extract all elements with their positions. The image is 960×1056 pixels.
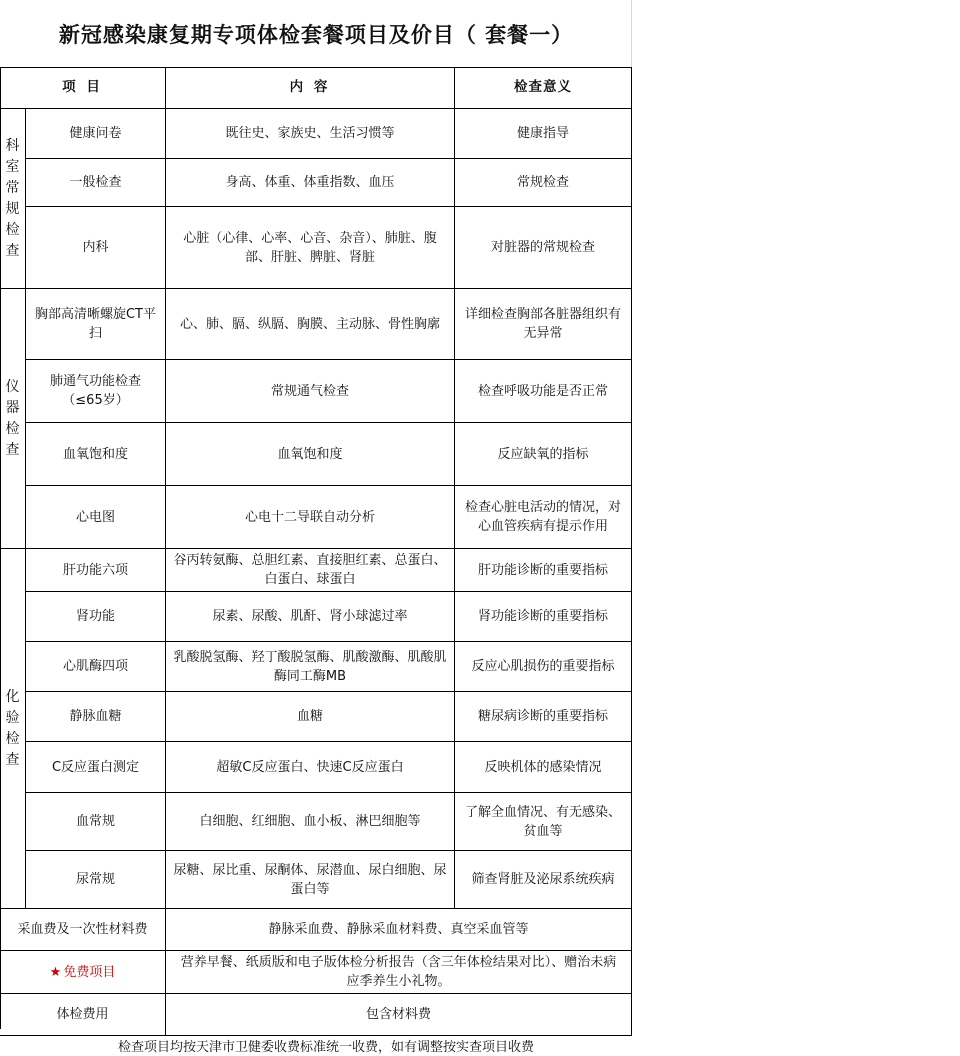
row-item: 胸部高清晰螺旋CT平扫 <box>26 289 166 360</box>
row-item: C反应蛋白测定 <box>26 742 166 793</box>
group-char: 查 <box>5 242 20 259</box>
row-content: 血糖 <box>166 692 455 742</box>
row-meaning: 了解全血情况、有无感染、贫血等 <box>455 793 632 851</box>
row-meaning: 检查心脏电活动的情况，对心血管疾病有提示作用 <box>455 486 632 549</box>
row-content: 白细胞、红细胞、血小板、淋巴细胞等 <box>166 793 455 851</box>
row-item: 血常规 <box>26 793 166 851</box>
footer-note: 检查项目均按天津市卫健委收费标准统一收费，如有调整按实查项目收费 <box>118 1040 535 1055</box>
group-routine-label <box>0 109 26 289</box>
row-content: 超敏C反应蛋白、快速C反应蛋白 <box>166 742 455 793</box>
row-item: 心肌酶四项 <box>26 642 166 692</box>
group-char: 器 <box>5 399 20 416</box>
group-char: 查 <box>5 751 20 768</box>
row-meaning: 糖尿病诊断的重要指标 <box>455 692 632 742</box>
group-char: 查 <box>5 441 20 458</box>
row-meaning: 肝功能诊断的重要指标 <box>455 549 632 592</box>
group-char: 室 <box>5 158 20 175</box>
row-content: 心电十二导联自动分析 <box>166 486 455 549</box>
row-content: 乳酸脱氢酶、羟丁酸脱氢酶、肌酸激酶、肌酸肌酶同工酶MB <box>166 642 455 692</box>
row-item: 尿常规 <box>26 851 166 909</box>
row-item: 内科 <box>26 207 166 289</box>
blood-fee-item: 采血费及一次性材料费 <box>0 909 166 951</box>
row-content: 常规通气检查 <box>166 360 455 423</box>
sheet-title: 新冠感染康复期专项体检套餐项目及价目（ 套餐一） <box>58 21 574 47</box>
row-content: 心脏（心律、心率、心音、杂音）、肺脏、腹部、肝脏、脾脏、肾脏 <box>166 207 455 289</box>
free-items-item <box>0 951 166 994</box>
row-content: 尿糖、尿比重、尿酮体、尿潜血、尿白细胞、尿蛋白等 <box>166 851 455 909</box>
free-items-label: 免费项目 <box>63 964 116 980</box>
row-meaning: 检查呼吸功能是否正常 <box>455 360 632 423</box>
row-content: 血氧饱和度 <box>166 423 455 486</box>
exam-fee-content: 包含材料费 <box>166 994 632 1036</box>
row-content: 既往史、家族史、生活习惯等 <box>166 109 455 159</box>
row-content: 尿素、尿酸、肌酐、肾小球滤过率 <box>166 592 455 642</box>
row-item: 心电图 <box>26 486 166 549</box>
row-item: 肺通气功能检查（≤65岁） <box>26 360 166 423</box>
row-meaning: 健康指导 <box>455 109 632 159</box>
row-content: 谷丙转氨酶、总胆红素、直接胆红素、总蛋白、白蛋白、球蛋白 <box>166 549 455 592</box>
header-content: 内 容 <box>166 67 455 109</box>
group-instrument-label <box>0 289 26 549</box>
exam-fee-item: 体检费用 <box>0 994 166 1036</box>
free-items-content: 营养早餐、纸质版和电子版体检分析报告（含三年体检结果对比）、赠治未病应季养生小礼物。 <box>166 951 632 994</box>
row-meaning: 筛查肾脏及泌尿系统疾病 <box>455 851 632 909</box>
row-meaning: 反映机体的感染情况 <box>455 742 632 793</box>
row-meaning: 反应心肌损伤的重要指标 <box>455 642 632 692</box>
group-char: 化 <box>5 688 20 705</box>
row-content: 心、肺、膈、纵膈、胸膜、主动脉、骨性胸廓 <box>166 289 455 360</box>
group-char: 检 <box>5 221 20 238</box>
group-char: 检 <box>5 730 20 747</box>
title-right-border <box>631 0 632 67</box>
row-meaning: 详细检查胸部各脏器组织有无异常 <box>455 289 632 360</box>
group-char: 规 <box>5 200 20 217</box>
header-meaning: 检查意义 <box>455 67 632 109</box>
group-char: 检 <box>5 420 20 437</box>
row-item: 静脉血糖 <box>26 692 166 742</box>
group-char: 科 <box>5 137 20 154</box>
group-lab-label <box>0 549 26 909</box>
blood-fee-content: 静脉采血费、静脉采血材料费、真空采血管等 <box>166 909 632 951</box>
row-meaning: 肾功能诊断的重要指标 <box>455 592 632 642</box>
row-item: 一般检查 <box>26 159 166 207</box>
row-item: 肾功能 <box>26 592 166 642</box>
row-item: 健康问卷 <box>26 109 166 159</box>
header-item: 项 目 <box>0 67 166 109</box>
row-item: 肝功能六项 <box>26 549 166 592</box>
row-meaning: 对脏器的常规检查 <box>455 207 632 289</box>
group-char: 验 <box>5 709 20 726</box>
row-meaning: 反应缺氧的指标 <box>455 423 632 486</box>
row-meaning: 常规检查 <box>455 159 632 207</box>
row-content: 身高、体重、体重指数、血压 <box>166 159 455 207</box>
star-icon: ★ <box>49 964 62 980</box>
group-char: 常 <box>5 179 20 196</box>
row-item: 血氧饱和度 <box>26 423 166 486</box>
group-char: 仪 <box>5 378 20 395</box>
